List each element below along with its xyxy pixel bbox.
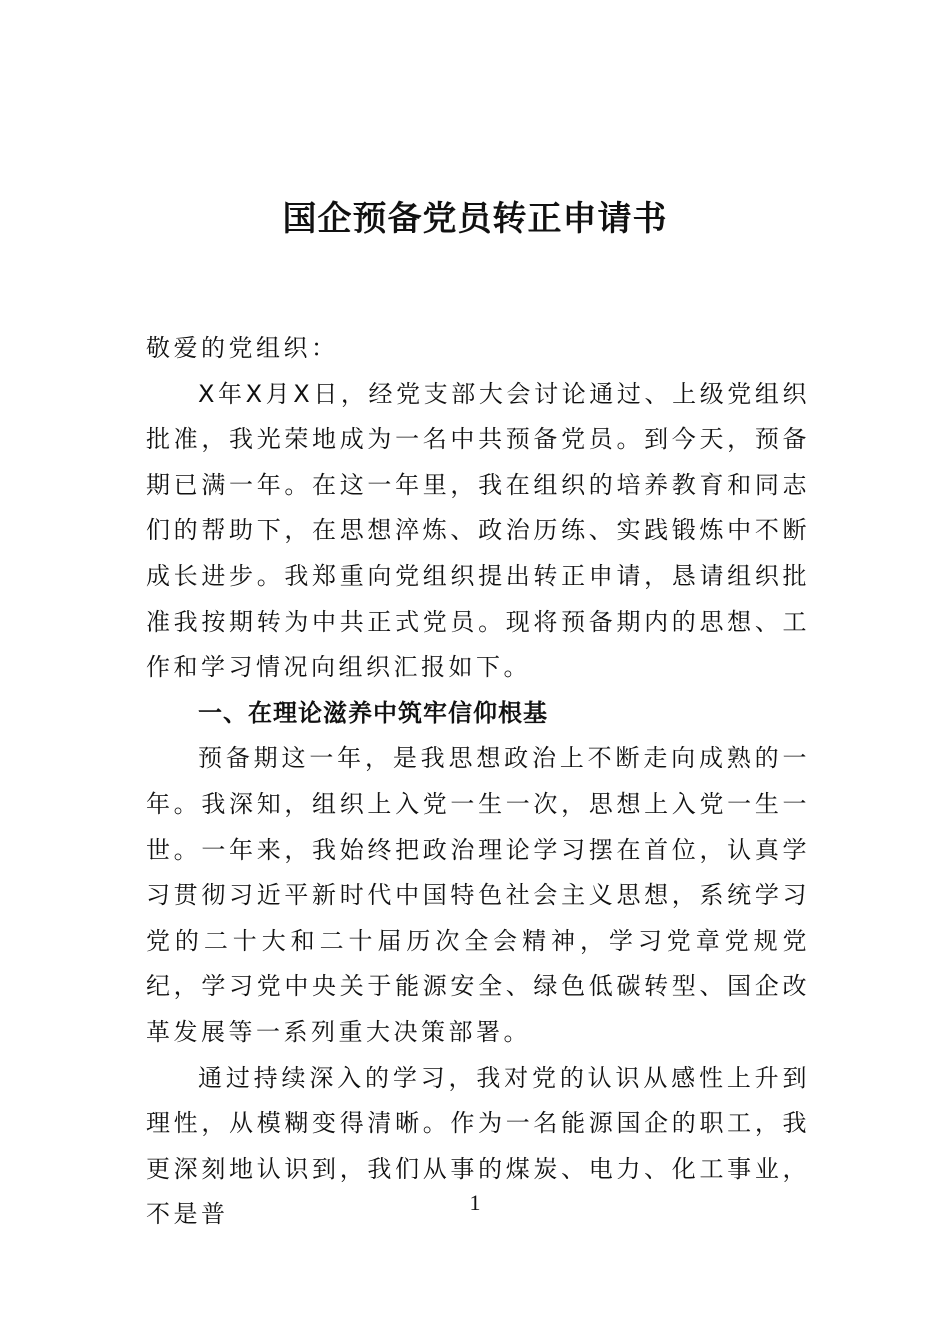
document-body (146, 326, 810, 1238)
document-title: 国企预备党员转正申请书 (282, 199, 668, 239)
page-number: 1 (469, 1190, 481, 1215)
salutation: 敬爱的党组织： (146, 334, 339, 362)
paragraph-theory-1: 预备期这一年，是我思想政治上不断走向成熟的一年。我深知，组织上入党一生一次，思想上入党一生一世。一年来，我始终把政治理论学习摆在首位，认真学习贯彻习近平新时代中国特色社会主义思想，系统学习党的二十大和二十届历次全会精神，学习党章党规党纪，学习党中央关于能源安全、绿色低碳转型、国企改革发展等一系列重大决策部署。 (146, 744, 810, 1046)
paragraph-theory-2: 通过持续深入的学习，我对党的认识从感性上升到理性，从模糊变得清晰。作为一名能源国企的职工，我更深刻地认识到，我们从事的煤炭、电力、化工事业，不是普 (146, 1063, 810, 1229)
paragraph-intro: X年X月X日，经党支部大会讨论通过、上级党组织批准，我光荣地成为一名中共预备党员。到今天，预备期已满一年。在这一年里，我在组织的培养教育和同志们的帮助下，在思想淬炼、政治历练、实践锻炼中不断成长进步。我郑重向党组织提出转正申请，恳请组织批准我按期转为中共正式党员。现将预备期内的思想、工作和学习情况向组织汇报如下。 (146, 379, 810, 682)
section-heading-1: 一、在理论滋养中筑牢信仰根基 (198, 698, 548, 727)
